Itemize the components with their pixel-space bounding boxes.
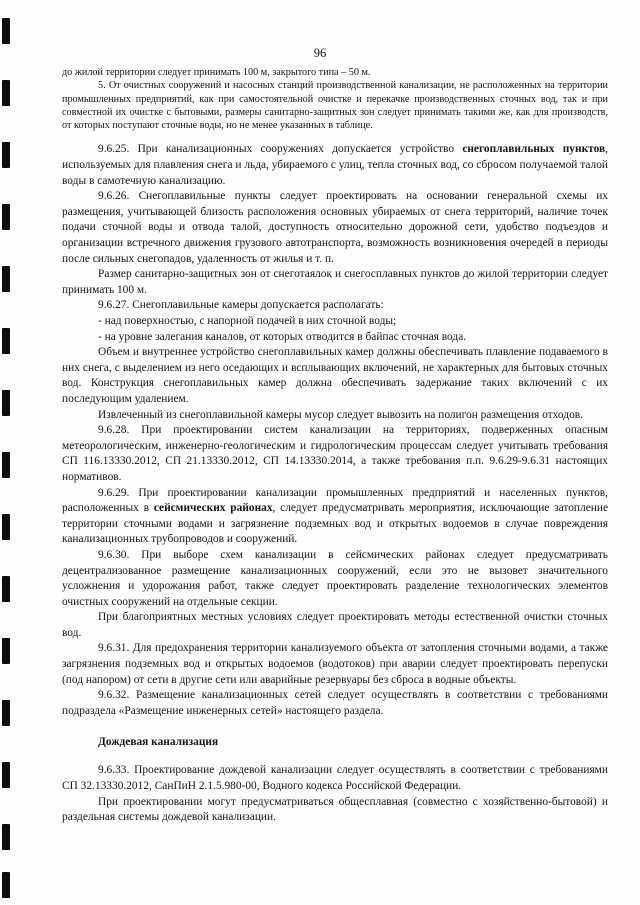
paragraph-sanitary-zone: Размер санитарно-защитных зон от снеготаялок и снегосплавных пунктов до жилой территории следует принимать 100 м. [62,268,608,296]
paragraph-9-6-26: 9.6.26. Снегоплавильные пункты следует проектировать на основании генеральной схемы их размещения, учитывающей близость расположения основных убираемых от снега территорий, наличие точек подачи сточной воды и отвода талой, доступность относительно дорожной сети, удобство подъездов и организации встречного движения грузового автотранспорта, возможность возникновения очередей в периоды после сильных снегопадов, удаленность от жилья и т. п. [62,190,608,265]
paragraph-sewer-systems: При проектировании могут предусматриваться общесплавная (совместно с хозяйственно-бытовой) и раздельная системы дождевой канализации. [62,795,608,824]
paragraph-trash-removal: Извлеченный из снегоплавильной камеры мусор следует вывозить на полигон размещения отходов. [98,408,583,421]
paragraph-9-6-28: 9.6.28. При проектировании систем канализации на территориях, подверженных опасным метеорологическим, инженерно-геологическим и гидрологическим процессам следует учитывать требования СП 116.13330.2012, СП 21.13330.2012, СП 14.13330.2014, а также требования п.п. 9.6.29-9.6.31 настоящих нормативов. [62,424,608,483]
paragraph-9-6-31: 9.6.31. Для предохранения территории канализуемого объекта от затопления сточными водами, а также загрязнения подземных вод и открытых водоемов (водотоков) при аварии следует проектировать перепуски (под напором) от сети в другие сети или аварийные резервуары без сброса в водные объекты. [62,642,608,686]
paragraph-9-6-25: 9.6.25. При канализационных сооружениях допускается устройство снегоплавильных пунктов, используемых для плавления снега и льда, убираемого с улиц, тепла сточных вод, со сбросом получаемой талой воды в самотечную канализацию. [62,143,608,187]
list-item-channel-level: - на уровне залегания каналов, от которых отводится в байпас сточная вода. [98,330,467,343]
paragraph-9-6-30: 9.6.30. При выборе схем канализации в сейсмических районах следует предусматривать децентрализованное размещение канализационных сооружений, если это не вызовет значительного усложнения и удорожания работ, также следует проектировать разделение технологических элементов очистных сооружений на отдельные секции. [62,548,608,608]
table-note-continuation: до жилой территории следует принимать 100 м, закрытого типа – 50 м. [62,67,371,78]
page-number: 96 [313,46,327,60]
paragraph-9-6-29: 9.6.29. При проектировании канализации промышленных предприятий и населенных пунктов, расположенных в сейсмических районах, следует предусматривать мероприятия, исключающие затопление территории сточными водами и загрязнение подземных вод и открытых водоемов в случае повреждения канализационных трубопроводов и сооружений. [62,486,608,546]
document-body [62,66,608,826]
paragraph-9-6-27: 9.6.27. Снегоплавильные камеры допускается располагать: [98,299,384,312]
paragraph-9-6-33: 9.6.33. Проектирование дождевой канализации следует осуществлять в соответствии с требованиями СП 32.13330.2012, СанПиН 2.1.5.980-00, Водного кодекса Российской Федерации. [62,764,608,793]
binder-hole-marks [0,0,14,905]
table-note-5: 5. От очистных сооружений и насосных станций производственной канализации, не расположенных на территории промышленных предприятий, как при самостоятельной очистке и перекачке производственных сточных вод, так и при совместной их очистке с бытовыми, размеры санитарно-защитных зон следует принимать такими же, как для производств, от которых поступают сточные воды, но не менее указанных в таблице. [62,80,608,132]
paragraph-natural-treatment: При благоприятных местных условиях следует проектировать методы естественной очистки сточных вод. [62,611,608,639]
list-item-above-surface: - над поверхностью, с напорной подачей в них сточной воды; [98,315,397,328]
section-heading-rain-sewer: Дождевая канализация [98,736,219,749]
paragraph-9-6-32: 9.6.32. Размещение канализационных сетей следует осуществлять в соответствии с требованиями подраздела «Размещение инженерных сетей» настоящего раздела. [62,689,608,717]
paragraph-chamber-volume: Объем и внутреннее устройство снегоплавильных камер должны обеспечивать плавление подаваемого в них снега, с выделением из него оседающих и всплывающих включений, не характерных для бытовых сточных вод. Конструкция снегоплавильных камер должна обеспечивать задержание таких включений с их последующим удалением. [62,346,608,405]
